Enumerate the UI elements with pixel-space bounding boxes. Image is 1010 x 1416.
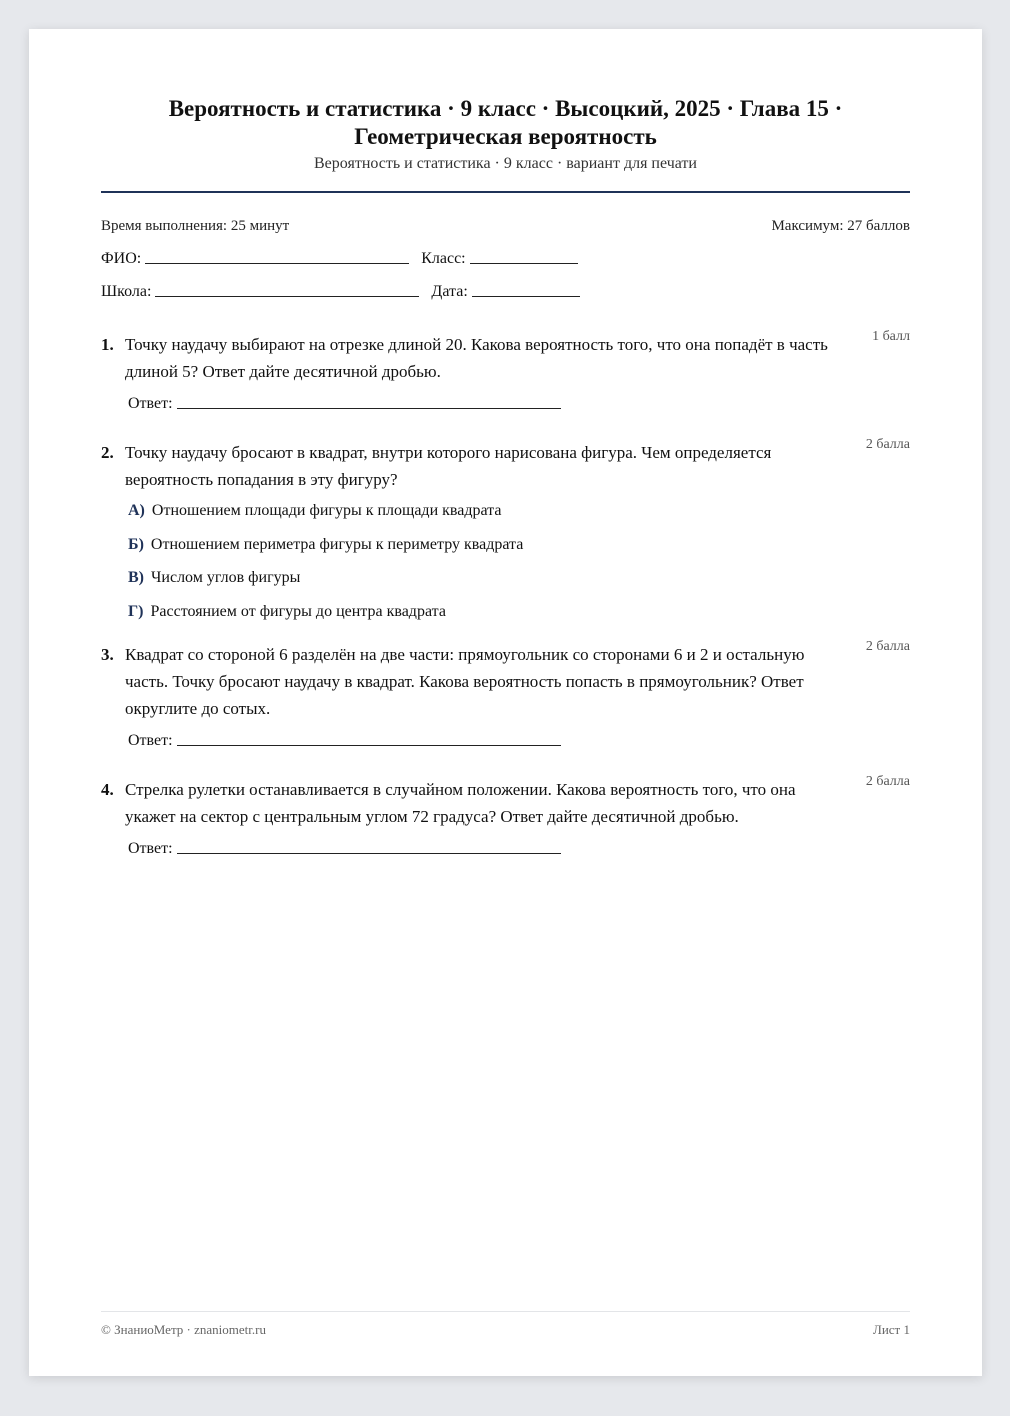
- answer-row: [128, 395, 910, 413]
- question-number: 2.: [101, 443, 114, 462]
- question-number: 1.: [101, 335, 114, 354]
- answer-field[interactable]: [177, 852, 561, 854]
- class-field[interactable]: [470, 262, 578, 264]
- option-text: Расстоянием от фигуры до центра квадрата: [150, 602, 446, 620]
- option-letter: Б): [128, 535, 144, 553]
- question-text: Точку наудачу бросают в квадрат, внутри которого нарисована фигура. Чем определяется вероятность попадания в эту фигуру?: [125, 443, 772, 489]
- question-points: 1 балл: [872, 329, 910, 344]
- question-3: [101, 638, 910, 750]
- school-field[interactable]: [155, 295, 419, 297]
- footer-divider: [101, 1311, 910, 1312]
- answer-label: Ответ:: [128, 839, 173, 857]
- school-date-row: [101, 283, 910, 301]
- answer-field[interactable]: [177, 407, 561, 409]
- option-c[interactable]: [128, 568, 910, 588]
- question-2: [101, 439, 910, 622]
- time-limit: Время выполнения: 25 минут: [101, 218, 290, 234]
- answer-options: [128, 501, 910, 622]
- fio-label: ФИО:: [101, 250, 142, 267]
- date-field[interactable]: [472, 295, 580, 297]
- answer-row: [128, 732, 910, 750]
- question-points: 2 балла: [865, 773, 910, 789]
- page-content: [101, 29, 910, 858]
- option-d[interactable]: [128, 602, 910, 622]
- question-text: Квадрат со стороной 6 разделён на две части: прямоугольник со сторонами 6 и 2 и остальную часть. Точку бросают наудачу в квадрат. Какова вероятность попасть в прямоугольник? Ответ округлите до сотых.: [125, 644, 805, 718]
- question-number: 3.: [101, 644, 114, 664]
- max-score: Максимум: 27 баллов: [771, 218, 910, 234]
- footer-copyright: © ЗнаниоМетр · znaniometr.ru: [101, 1322, 266, 1337]
- meta-row: [101, 218, 910, 235]
- fio-class-row: [101, 250, 910, 268]
- option-text: Отношением периметра фигуры к периметру квадрата: [150, 535, 524, 553]
- page-number: Лист 1: [873, 1322, 910, 1337]
- page-subtitle: Вероятность и статистика · 9 класс · вариант для печати: [314, 155, 697, 172]
- answer-field[interactable]: [177, 744, 561, 746]
- answer-row: [128, 840, 910, 858]
- class-label: Класс:: [421, 250, 466, 267]
- answer-label: Ответ:: [128, 395, 173, 412]
- option-letter: Г): [128, 602, 144, 620]
- question-points: 2 балла: [865, 638, 910, 654]
- option-b[interactable]: [128, 535, 910, 555]
- option-a[interactable]: [128, 501, 910, 521]
- option-text: Числом углов фигуры: [151, 569, 301, 586]
- page-footer: [101, 1322, 910, 1338]
- school-label: Школа:: [101, 283, 152, 300]
- question-1: [101, 331, 910, 413]
- question-text: Стрелка рулетки останавливается в случайном положении. Какова вероятность того, что она укажет на сектор с центральным углом 72 градуса? Ответ дайте десятичной дробью.: [125, 779, 796, 826]
- answer-label: Ответ:: [128, 731, 173, 749]
- option-letter: А): [128, 502, 145, 519]
- question-text: Точку наудачу выбирают на отрезке длиной 20. Какова вероятность того, что она попадёт в часть длиной 5? Ответ дайте десятичной дробью.: [125, 335, 828, 381]
- page-title: Вероятность и статистика · 9 класс · Высоцкий, 2025 · Глава 15 · Геометрическая вероятность: [168, 96, 843, 149]
- header-divider: [101, 191, 910, 193]
- date-label: Дата:: [431, 283, 468, 300]
- question-points: 2 балла: [865, 437, 910, 452]
- question-number: 4.: [101, 779, 114, 799]
- fio-field[interactable]: [145, 262, 409, 264]
- option-text: Отношением площади фигуры к площади квадрата: [151, 502, 502, 519]
- option-letter: В): [128, 569, 144, 586]
- worksheet-page: [29, 29, 982, 1376]
- question-4: [101, 773, 910, 858]
